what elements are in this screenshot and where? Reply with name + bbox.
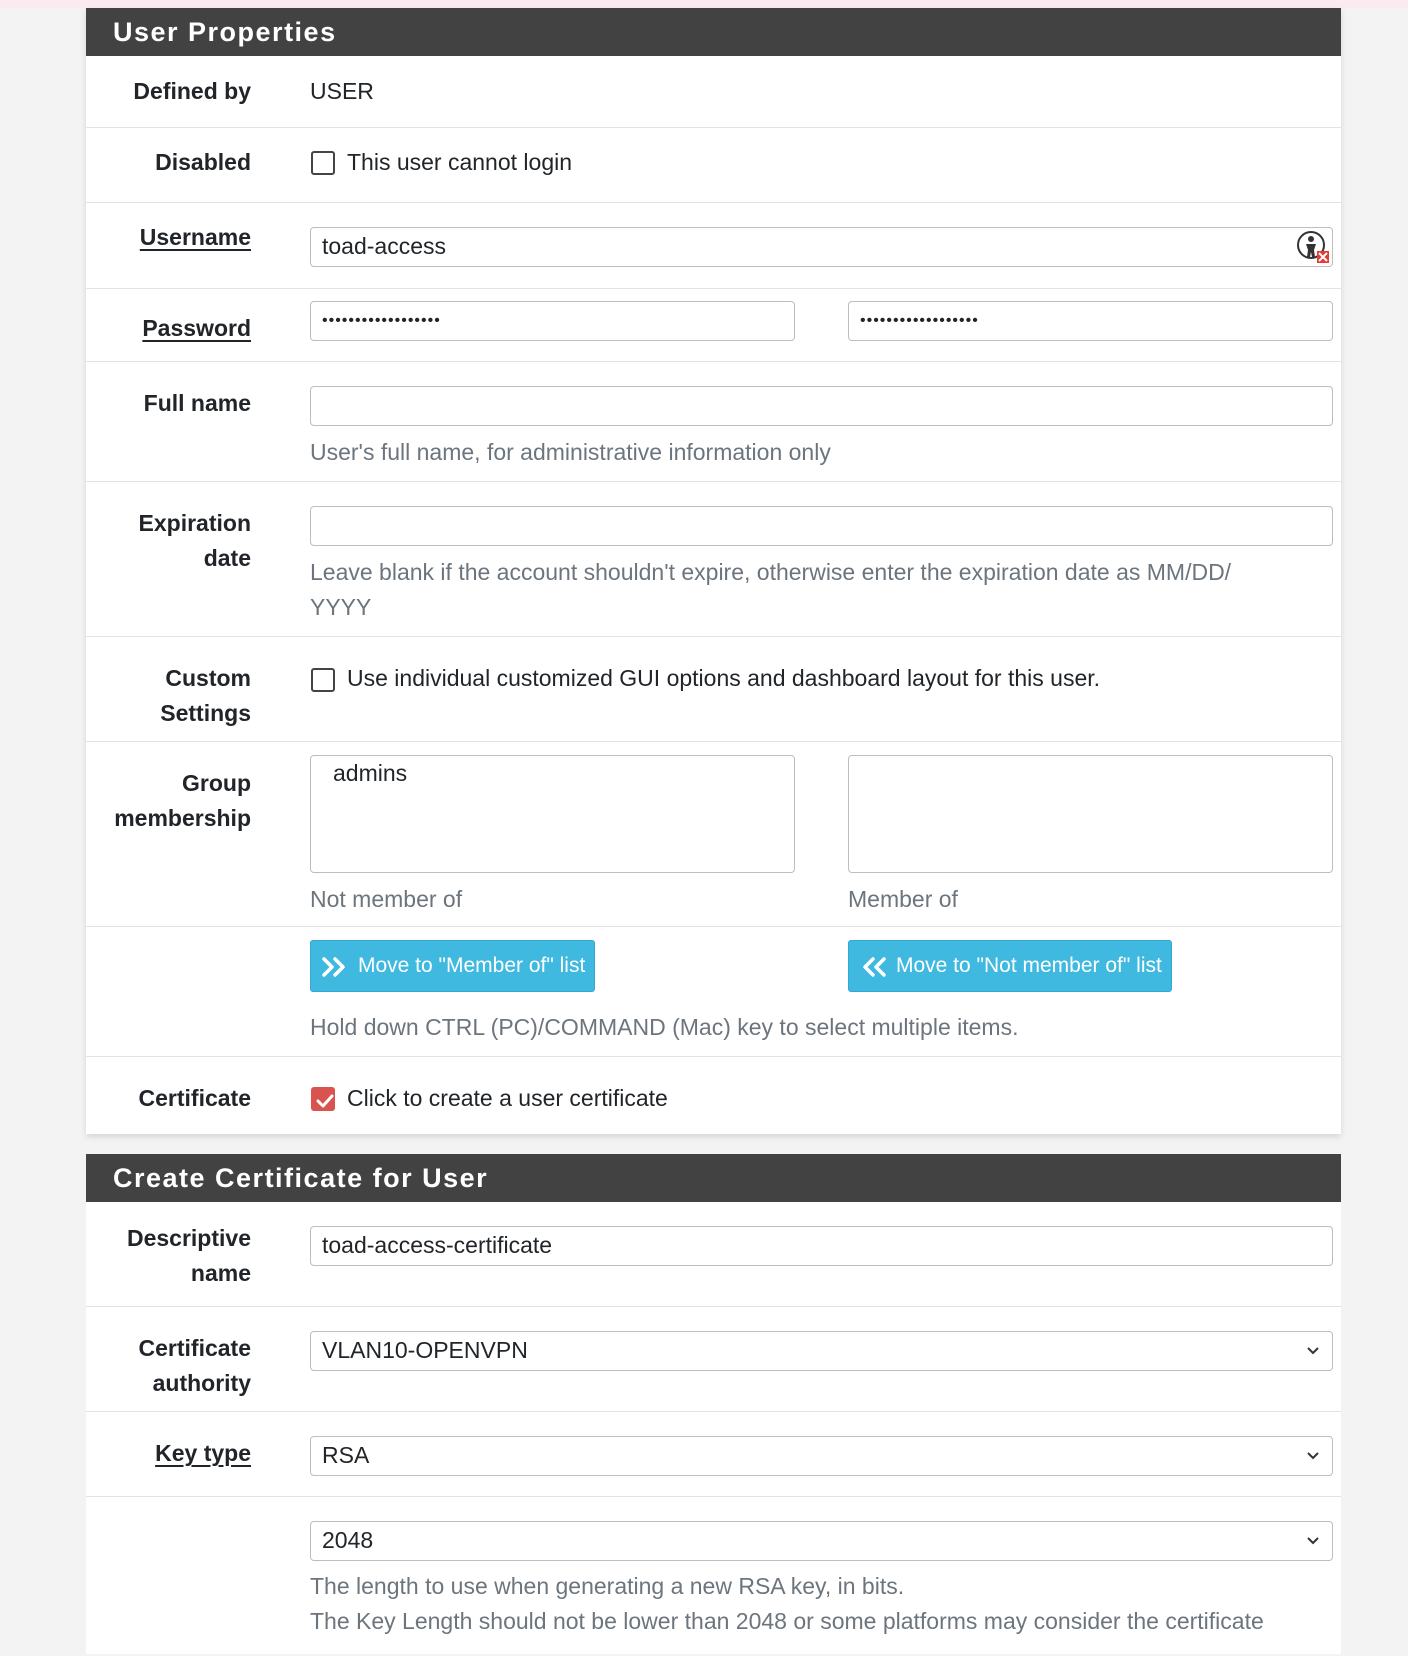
password-label[interactable]: Password — [142, 315, 251, 341]
key-type-row — [86, 1411, 1341, 1496]
group-membership-label-line1: Group — [182, 770, 251, 796]
group-option-admins[interactable]: admins — [333, 760, 408, 786]
top-accent-bar — [0, 0, 1408, 8]
password-row — [86, 288, 1341, 361]
defined-by-value: USER — [310, 78, 374, 104]
expiration-help-line2: YYYY — [310, 594, 372, 620]
descriptive-name-label-line1: Descriptive — [126, 1225, 251, 1251]
expiration-row — [86, 481, 1341, 636]
move-to-member-label: Move to "Member of" list — [358, 954, 586, 977]
username-input[interactable]: toad-access — [310, 227, 1333, 267]
username-row — [86, 202, 1341, 288]
descriptive-name-input[interactable]: toad-access-certificate — [310, 1226, 1333, 1266]
key-length-select[interactable] — [310, 1521, 1333, 1561]
expiration-label-line2: date — [203, 545, 251, 571]
lastpass-icon[interactable] — [1296, 230, 1330, 264]
defined-by-label: Defined by — [133, 78, 251, 104]
group-membership-row — [86, 741, 1341, 926]
certificate-checkbox[interactable] — [311, 1087, 335, 1111]
double-chevron-right-icon — [321, 956, 349, 978]
expiration-date-input[interactable] — [310, 506, 1333, 546]
descriptive-name-row — [86, 1202, 1341, 1306]
full-name-row — [86, 361, 1341, 481]
key-type-select[interactable] — [310, 1436, 1333, 1476]
disabled-label: Disabled — [155, 149, 251, 175]
double-chevron-left-icon — [859, 956, 887, 978]
move-to-not-member-label: Move to "Not member of" list — [896, 954, 1162, 977]
move-to-member-button[interactable] — [310, 940, 595, 992]
certificate-authority-value: VLAN10-OPENVPN — [322, 1337, 528, 1363]
expiration-label-line1: Expiration — [138, 510, 251, 536]
full-name-input[interactable] — [310, 386, 1333, 426]
password-input[interactable]: •••••••••••••••••• — [310, 301, 795, 341]
disabled-checkbox-label[interactable]: This user cannot login — [347, 149, 573, 175]
custom-settings-label-line2: Settings — [160, 700, 251, 726]
descriptive-name-label-line2: name — [190, 1260, 251, 1286]
custom-settings-label-line1: Custom — [165, 665, 251, 691]
custom-settings-checkbox[interactable] — [311, 668, 335, 692]
panel-title: Create Certificate for User — [86, 1154, 1341, 1202]
certificate-row — [86, 1056, 1341, 1130]
create-certificate-panel — [86, 1154, 1341, 1654]
panel-title: User Properties — [86, 8, 1341, 56]
key-length-value: 2048 — [322, 1527, 374, 1553]
key-length-help-line1: The length to use when generating a new RSA key, in bits. — [310, 1573, 905, 1599]
key-length-row — [86, 1496, 1341, 1656]
checkmark-icon — [315, 1091, 335, 1111]
certificate-authority-select[interactable] — [310, 1331, 1333, 1371]
not-member-caption: Not member of — [310, 886, 463, 912]
move-to-not-member-button[interactable] — [848, 940, 1172, 992]
password-confirm-input[interactable]: •••••••••••••••••• — [848, 301, 1333, 341]
key-type-value: RSA — [322, 1442, 370, 1468]
chevron-down-icon — [1306, 1534, 1320, 1548]
chevron-down-icon — [1306, 1344, 1320, 1358]
key-type-label[interactable]: Key type — [155, 1440, 251, 1466]
expiration-help-line1: Leave blank if the account shouldn't expire, otherwise enter the expiration date as MM/DD/ — [310, 559, 1232, 585]
member-listbox[interactable] — [848, 755, 1333, 873]
certificate-authority-row — [86, 1306, 1341, 1411]
certificate-authority-label-line2: authority — [152, 1370, 251, 1396]
chevron-down-icon — [1306, 1449, 1320, 1463]
user-properties-panel — [86, 8, 1341, 1134]
defined-by-row — [86, 56, 1341, 127]
certificate-authority-label-line1: Certificate — [138, 1335, 251, 1361]
key-length-help-line2: The Key Length should not be lower than 2048 or some platforms may consider the certificate — [310, 1608, 1264, 1634]
disabled-row — [86, 127, 1341, 202]
disabled-checkbox[interactable] — [311, 151, 335, 175]
custom-settings-row — [86, 636, 1341, 741]
custom-settings-checkbox-label[interactable]: Use individual customized GUI options and dashboard layout for this user. — [347, 665, 1101, 691]
member-caption: Member of — [848, 886, 958, 912]
move-buttons-row — [86, 926, 1341, 1056]
certificate-checkbox-label[interactable]: Click to create a user certificate — [347, 1085, 668, 1111]
username-label[interactable]: Username — [139, 224, 251, 250]
group-membership-label-line2: membership — [114, 805, 251, 831]
not-member-listbox[interactable] — [310, 755, 795, 873]
full-name-help: User's full name, for administrative information only — [310, 439, 831, 465]
certificate-label: Certificate — [138, 1085, 251, 1111]
full-name-label: Full name — [143, 390, 251, 416]
multi-select-help: Hold down CTRL (PC)/COMMAND (Mac) key to select multiple items. — [310, 1014, 1019, 1040]
